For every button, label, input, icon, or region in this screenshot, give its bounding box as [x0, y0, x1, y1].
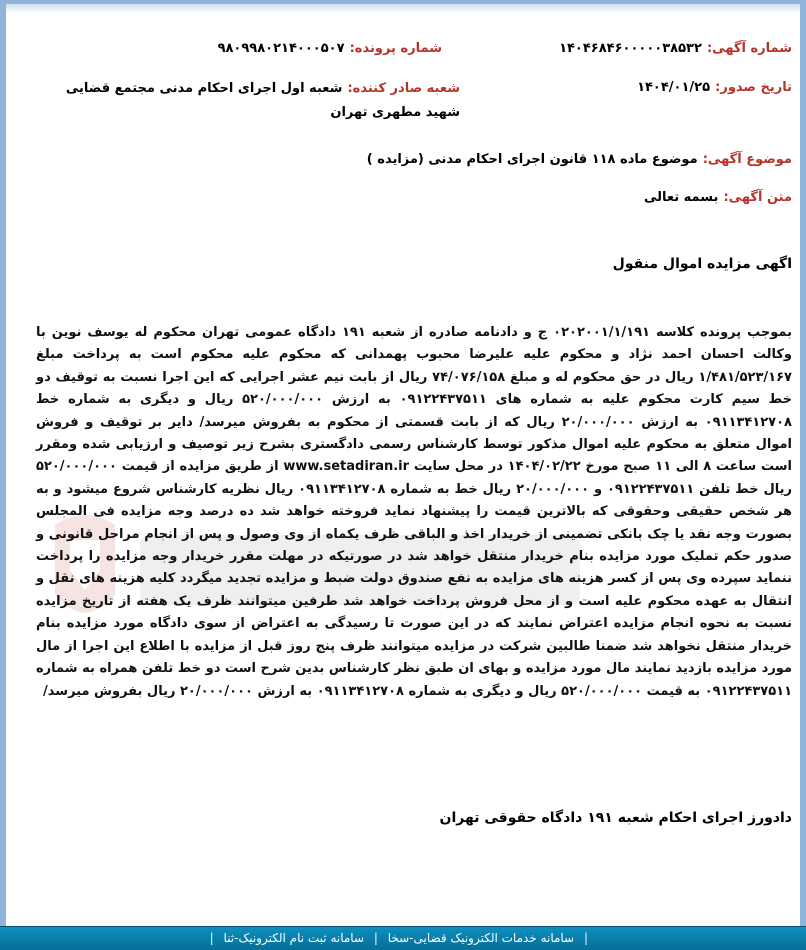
case-number-row: [218, 37, 442, 56]
sakha-link[interactable]: سامانه خدمات الکترونیک قضایی-سخا: [387, 931, 575, 945]
ad-number-row: [559, 37, 792, 56]
issuer-value: شعبه اول اجرای احکام مدنی مجتمع قضایی شهید مطهری تهران: [65, 81, 460, 120]
subject-value: موضوع ماده ۱۱۸ قانون اجرای احکام مدنی (مزایده ): [366, 152, 698, 167]
statusbar-separator: |: [583, 931, 588, 945]
issue-date-row: [637, 76, 792, 95]
frame-top-gradient: [6, 4, 800, 14]
statusbar: [0, 926, 806, 950]
statusbar-separator: |: [373, 931, 378, 945]
announcement-title: اگهی مزایده اموال منقول: [612, 256, 792, 272]
issue-date-label: تاریخ صدور:: [715, 80, 792, 95]
signature: دادورز اجرای احکام شعبه ۱۹۱ دادگاه حقوقی تهران: [439, 810, 792, 826]
case-number-value: ۹۸۰۹۹۸۰۲۱۴۰۰۰۵۰۷: [217, 41, 345, 56]
text-value: بسمه تعالی: [644, 190, 719, 205]
case-number-label: شماره پرونده:: [349, 41, 442, 56]
subject-row: [367, 148, 792, 167]
announcement-body: [36, 322, 792, 703]
announcement-body-text: بموجب پرونده کلاسه ۰۲۰۲۰۰۱/۱/۱۹۱ ج و دادنامه صادره از شعبه ۱۹۱ دادگاه عمومی تهران محکوم له یوسف نوین با وکالت احسان احمد نژاد و محکوم علیه علیرضا محبوب پهمدانی که محکوم علیه محکوم است به پرداخت مبلغ ۱/۴۸۱/۵۲۳/۱۶۷ ریال در حق محکوم له و مبلغ ۷۴/۰۷۶/۱۵۸ ریال از بابت نیم عشر اجرایی که این اجرا نسبت به توقیف دو خط سیم کارت محکوم علیه به شماره های ۰۹۱۲۲۴۳۷۵۱۱ به ارزش ۵۲۰/۰۰۰/۰۰۰ ریال و دیگری به شماره خط ۰۹۱۱۳۴۱۲۷۰۸ به ارزش ۲۰/۰۰۰/۰۰۰ ریال که از بابت قسمتی از محکوم به بفروش میرسد/ دایر بر توقیف و فروش اموال متعلق به محکوم علیه اموال مذکور توسط کارشناس رسمی دادگستری بشرح زیر توصیف و ارزیابی شده ومقرر است ساعت ۸ الی ۱۱ صبح مورخ ۱۴۰۴/۰۲/۲۲ در محل سایت www.setadiran.ir از طریق مزایده از قیمت ۵۲۰/۰۰۰/۰۰۰ ریال خط تلفن ۰۹۱۲۲۴۳۷۵۱۱ و ۲۰/۰۰۰/۰۰۰ ریال خط به شماره ۰۹۱۱۳۴۱۲۷۰۸ ریال نظریه کارشناس شروع میشود و به هر شخص حقیقی وحقوقی که بالاترین قیمت را پیشنهاد نماید فروخته خواهد شد ده درصد وجه مزایده فی المجلس بصورت وجه نقد یا چک بانکی تضمینی از خریدار اخذ و الباقی ظرف یکماه از وی وصول و پس از انجام مراحل قانونی و صدور حکم تملیک مورد مزایده بنام خریدار منتقل خواهد شد در صورتیکه در مهلت مقرر خریدار وجه مزایده را پرداخت ننماید سپرده وی پس از کسر هزینه های مزایده به نفع صندوق دولت ضبط و مزایده تجدید میگردد کلیه هزینه های نقل و انتقال به عهده محکوم علیه است و از محل فروش پرداخت خواهد شد طرفین میتوانند ظرف یک هفته از تاریخ مزایده نسبت به نحوه انجام مزایده اعتراض نمایند که در این صورت تا رسیدگی به اعتراض از سوی دادگاه مورد مزایده بنام خریدار منتقل نخواهد شد ضمنا طالبین شرکت در مزایده میتوانند ظرف پنج روز قبل از مزایده با اطلاع این اجرا از مال مورد مزایده بازدید نمایند مال مورد مزایده و بهای ان طبق نظر کارشناس بدین شرح است دو خط تلفن همراه به شماره ۰۹۱۲۲۴۳۷۵۱۱ به قیمت ۵۲۰/۰۰۰/۰۰۰ ریال و دیگری به شماره ۰۹۱۱۳۴۱۲۷۰۸ به ارزش ۲۰/۰۰۰/۰۰۰ ریال بفروش میرسد/: [36, 325, 793, 699]
text-row: [644, 186, 792, 205]
issue-date-value: ۱۴۰۴/۰۱/۲۵: [637, 80, 711, 95]
statusbar-separator: |: [209, 931, 214, 945]
issuer-row: [40, 76, 460, 124]
text-label: متن آگهی:: [723, 190, 792, 205]
subject-label: موضوع آگهی:: [702, 152, 792, 167]
ad-number-label: شماره آگهی:: [706, 41, 792, 56]
ad-number-value: ۱۴۰۴۶۸۴۶۰۰۰۰۰۳۸۵۳۲: [559, 41, 702, 56]
sana-link[interactable]: سامانه ثبت نام الکترونیک-ثنا: [223, 931, 365, 945]
issuer-label: شعبه صادر کننده:: [347, 81, 460, 96]
statusbar-links: [204, 931, 594, 945]
